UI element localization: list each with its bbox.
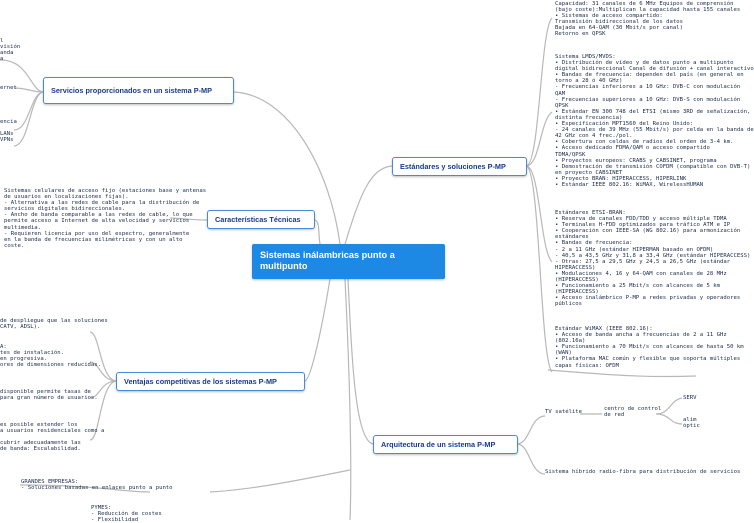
topic-ventajas-label: Ventajas competitivas de los sistemas P-MP <box>124 377 277 386</box>
ventajas-subnote-4: es posible extender los a usuarios residenciales como a cubrir adecuadamente las de banda: Escalabilidad. <box>0 422 105 453</box>
central-topic[interactable] <box>252 244 445 279</box>
topic-arquitectura-label: Arquitectura de un sistema P-MP <box>381 440 496 449</box>
estandares-note-1: Capacidad: 31 canales de 6 MHz Equipos de comprensión (bajo coste):Multiplican la capacidad hasta 155 canales • Sistemas de acceso compartido: Transmisión bidireccional de los datos Bajada en 64-QAM (30 Mbit/s por canal) Retorno en QPSK <box>555 1 741 38</box>
topic-servicios-label: Servicios proporcionados en un sistema P-MP <box>51 86 212 95</box>
topic-arquitectura[interactable] <box>373 435 518 454</box>
link-central-estandares <box>345 166 392 244</box>
topic-estandares-label: Estándares y soluciones P-MP <box>400 162 506 171</box>
servicios-subnote-2: ernet <box>0 85 17 91</box>
servicios-subnote-3: encia LANs VPNs <box>0 119 17 144</box>
link-central-arquitectura <box>348 279 373 444</box>
ventajas-subnote-2: A: tes de instalación. en progresiva. ores de dimensiones reducidas. <box>0 344 102 369</box>
centro-control-node: centro de control de red <box>604 406 662 419</box>
link-estandares-2 <box>526 112 552 166</box>
estandares-note-2: Sistema LMDS/MVDS: • Distribución de vídeo y de datos punto a multipunto digital bidireccional Canal de difusión + canal interactivo • Bandas de frecuencia: dependen del país (en general en torno a 28 ó 40 GHz) - Frecuencias inferiores a 10 GHz: DVB-C con modulación QAM - Frecuencias superiores a 10 GHz: DVB-S con modulación QPSK • Estándar EN 300 748 del ETSI (mismo 3RD de señalización, distinta frecuencia) • Especificación MPT1560 del Reino Unido: - 24 canales de 39 MHz (55 Mbit/s) por celda en la banda de 42 GHz con 4 frec./pol. • Cobertura con celdas de radios del orden de 3-4 km. • Acceso dedicado FDMA/QAM o acceso compartido TDMA/QPSK • Proyectos europeos: CRABS y CABSINET, programa • Demostración de transmisión COFDM (compatible con DVB-T) en proyecto CABSINET • Proyecto BRAN: HIPERACCESS, HIPERLINK • Estándar IEEE 802.16: WiMAX, WirelessHUMAN <box>555 54 754 188</box>
link-estandares-4 <box>526 166 552 372</box>
link-down-left <box>210 470 350 492</box>
link-central-caracteristicas <box>315 220 320 244</box>
ventajas-subnote-3: disponible permite tasas de para gran número de usuarios. <box>0 389 98 402</box>
topic-estandares[interactable] <box>392 157 527 176</box>
pymes-note: PYMES: - Reducción de costes - Flexibilidad <box>91 505 162 523</box>
alim-node: alim óptic <box>683 417 700 430</box>
tv-satelite-node: TV satélite <box>545 409 583 415</box>
central-title: Sistemas inálambricas punto a multipunto <box>260 250 395 271</box>
link-arquitectura-hibrido <box>517 444 545 474</box>
topic-caracteristicas-label: Características Técnicas <box>215 215 301 224</box>
link-servicios-left2 <box>14 88 44 92</box>
ventajas-subnote-1: de despliegue que las soluciones CATV, ADSL). <box>0 318 108 331</box>
link-servicios-left4 <box>14 92 44 146</box>
topic-caracteristicas[interactable] <box>207 210 315 229</box>
topic-ventajas[interactable] <box>116 372 305 391</box>
hibrido-node: Sistema híbrido radio-fibra para distribución de servicios <box>545 469 741 475</box>
caracteristicas-note: Sistemas celulares de acceso fijo (estaciones base y antenas de usuarios en localizaciones fijas). - Alternativa a las redes de cable para la distribución de servicios digitales bidireccionales. - Ancho de banda comparable a las redes de cable, lo que permite acceso a Internet de alta velocidad y servicios multimedia. - Requieren licencia por uso del espectro, generalmente en la banda de frecuencias milimétricas y con un alto coste. <box>4 188 207 249</box>
link-arquitectura-tv <box>517 416 545 444</box>
estandares-note-4: Estándar WiMAX (IEEE 802.16): • Acceso de banda ancha a frecuencias de 2 a 11 GHz (802.16a) • Funcionamiento a 70 Mbit/s con alcances de hasta 50 km (WAN) • Plataforma MAC común y flexible que soporta múltiples capas físicas: OFDM <box>555 326 744 369</box>
grandes-empresas-note: GRANDES EMPRESAS: - Soluciones basadas en enlaces punto a punto <box>21 479 173 492</box>
link-central-ventajas <box>305 279 330 381</box>
servicios-subnote-1: l visión anda a <box>0 38 21 63</box>
topic-servicios[interactable] <box>43 77 234 104</box>
link-servicios-left3 <box>14 92 44 130</box>
serv-node: SERV <box>683 395 697 401</box>
link-estandares-4b <box>548 370 696 377</box>
estandares-note-3: Estándares ETSI-BRAN: • Reserva de canales FDD/TDD y acceso múltiple TDMA • Terminales H-FDD optimizados para tráfico ATM e IP • Cooperación con IEEE-SA (WG 802.16) para armonización estándares • Bandas de frecuencia: - 2 a 11 GHz (estándar HIPERMAN basado en OFDM) - 40,5 a 43,5 GHz y 31,8 a 33,4 GHz (estándar HIPERACCESS) - Otras: 27,5 a 29,5 GHz y 24,5 a 26,5 GHz (estándar HIPERACCESS) • Modulaciones 4, 16 y 64-QAM con canales de 28 MHz (HIPERACCESS) • Funcionamiento a 25 Mbit/s con alcances de 5 km (HIPERACCESS) • Acceso inalámbrico P-MP a redes privadas y operadores públicos <box>555 210 751 308</box>
